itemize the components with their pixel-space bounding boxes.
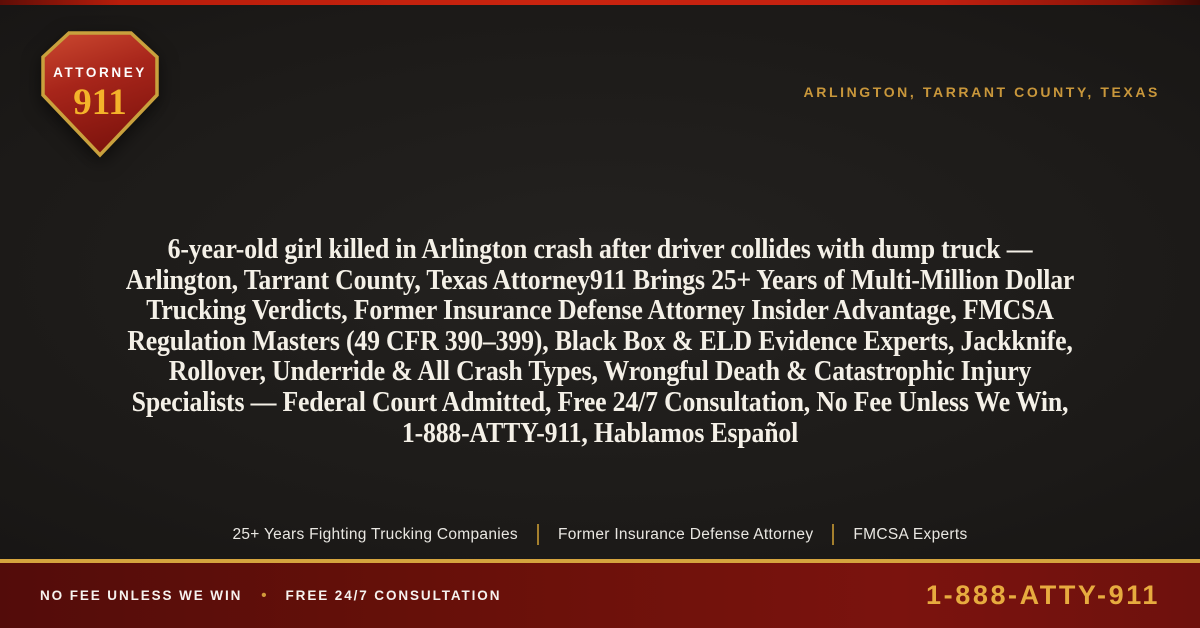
bullet-icon: • (261, 587, 267, 604)
credential-fmcsa: FMCSA Experts (853, 525, 968, 543)
credentials-bar (0, 524, 1200, 545)
phone-number[interactable]: 1-888-ATTY-911 (926, 580, 1160, 610)
location-label: ARLINGTON, TARRANT COUNTY, TEXAS (803, 84, 1160, 100)
footer-tagline (40, 587, 501, 604)
consultation-label: FREE 24/7 CONSULTATION (285, 588, 502, 603)
headline: 6-year-old girl killed in Arlington crash after driver collides with dump truck — Arlington, Tarrant County, Texas Attorney911 Brings 25+ Years of Multi-Million Dollar Trucking Verdicts, Former Insurance Defense Attorney Insider Advantage, FMCSA Regulation Masters (49 CFR 390–399), Black Box & ELD Evidence Experts, Jackknife, Rollover, Underride & All Crash Types, Wrongful Death & Catastrophic Injury Specialists — Federal Court Admitted, Free 24/7 Consultation, No Fee Unless We Win, 1-888-ATTY-911, Hablamos Español (125, 234, 1075, 449)
credential-years: 25+ Years Fighting Trucking Companies (232, 525, 518, 543)
brand-name: ATTORNEY (53, 65, 147, 80)
footer-bar (0, 559, 1200, 628)
brand-badge[interactable] (40, 30, 160, 158)
divider (537, 524, 539, 545)
brand-number: 911 (73, 82, 127, 123)
top-red-strip (0, 0, 1200, 5)
credential-insurance: Former Insurance Defense Attorney (557, 525, 814, 543)
no-fee-label: NO FEE UNLESS WE WIN (40, 588, 243, 603)
divider (832, 524, 834, 545)
